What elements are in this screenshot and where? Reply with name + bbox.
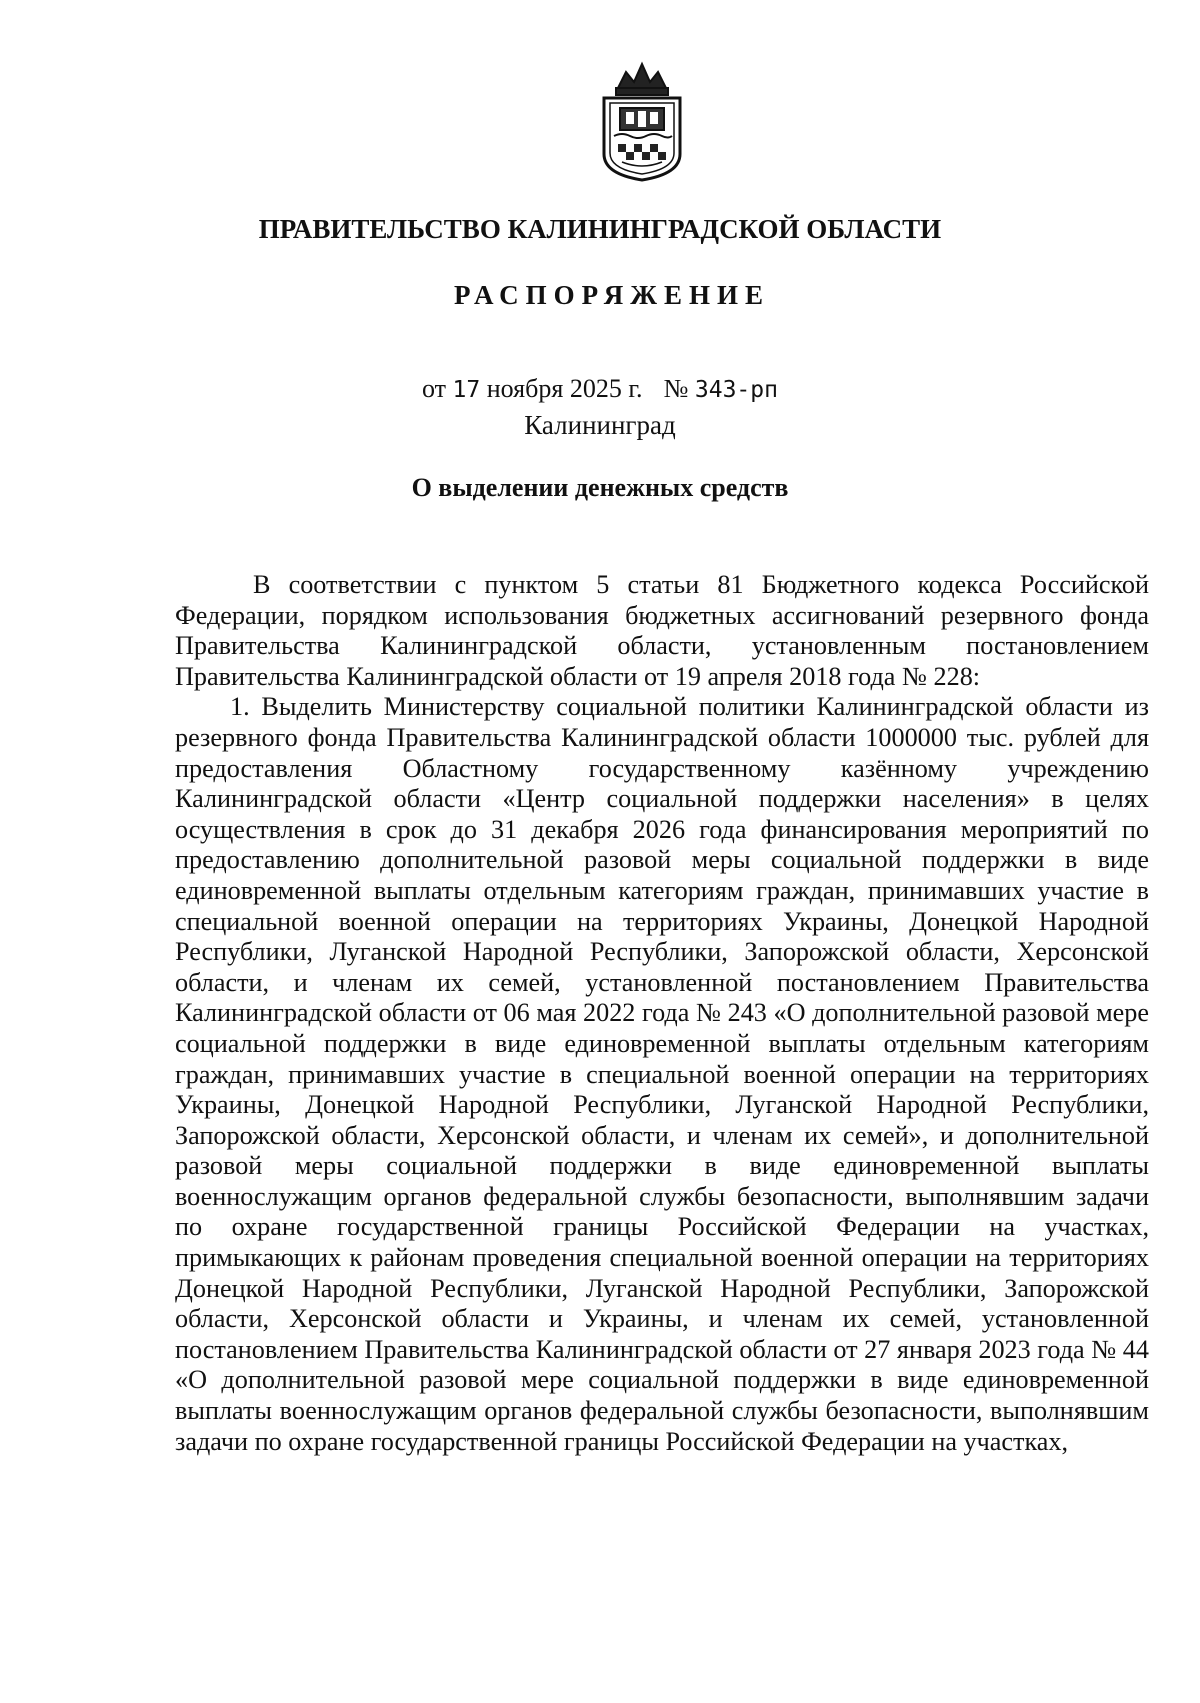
city: Калининград: [524, 410, 676, 440]
date-prefix: от: [422, 374, 447, 403]
document-number: 343-рп: [694, 377, 778, 403]
document-body: [175, 570, 1149, 1457]
coat-of-arms-icon: [596, 58, 688, 184]
date-day: 17: [452, 377, 481, 403]
organization-title: ПРАВИТЕЛЬСТВО КАЛИНИНГРАДСКОЙ ОБЛАСТИ: [258, 214, 942, 244]
document-subject: О выделении денежных средств: [411, 473, 789, 502]
date-number-line: [0, 373, 1200, 406]
preamble-paragraph: В соответствии с пунктом 5 статьи 81 Бюджетного кодекса Российской Федерации, порядком использования бюджетных ассигнований резервного фонда Правительства Калининградской области, установленным постановлением Правительства Калининградской области от 19 апреля 2018 года № 228:: [175, 570, 1149, 691]
item-1-paragraph: 1. Выделить Министерству социальной политики Калининградской области из резервного фонда Правительства Калининградской области 1000000 тыс. рублей для предоставления Областному государственному казённому учреждению Калининградской области «Центр социальной поддержки населения» в целях осуществления в срок до 31 декабря 2026 года финансирования мероприятий по предоставлению дополнительной разовой меры социальной поддержки в виде единовременной выплаты отдельным категориям граждан, принимавших участие в специальной военной операции на территориях Украины, Донецкой Народной Республики, Луганской Народной Республики, Запорожской области, Херсонской области, и членам их семей, установленной постановлением Правительства Калининградской области от 06 мая 2022 года № 243 «О дополнительной разовой мере социальной поддержки в виде единовременной выплаты отдельным категориям граждан, принимавших участие в специальной военной операции на территориях Украины, Донецкой Народной Республики, Луганской Народной Республики, Запорожской области, Херсонской области, и членам их семей», и дополнительной разовой меры социальной поддержки в виде единовременной выплаты военнослужащим органов федеральной службы безопасности, выполнявшим задачи по охране государственной границы Российской Федерации на участках, примыкающих к районам проведения специальной военной операции на территориях Донецкой Народной Республики, Луганской Народной Республики, Запорожской области, Херсонской области и Украины, и членам их семей, установленной постановлением Правительства Калининградской области от 27 января 2023 года № 44 «О дополнительной разовой мере социальной поддержки в виде единовременной выплаты военнослужащим органов федеральной службы безопасности, выполнявшим задачи по охране государственной границы Российской Федерации на участках,: [175, 692, 1149, 1456]
number-sign: №: [663, 374, 689, 403]
document-type: РАСПОРЯЖЕНИЕ: [453, 280, 771, 310]
date-month: ноября: [486, 374, 564, 403]
date-year: 2025 г.: [569, 374, 643, 403]
